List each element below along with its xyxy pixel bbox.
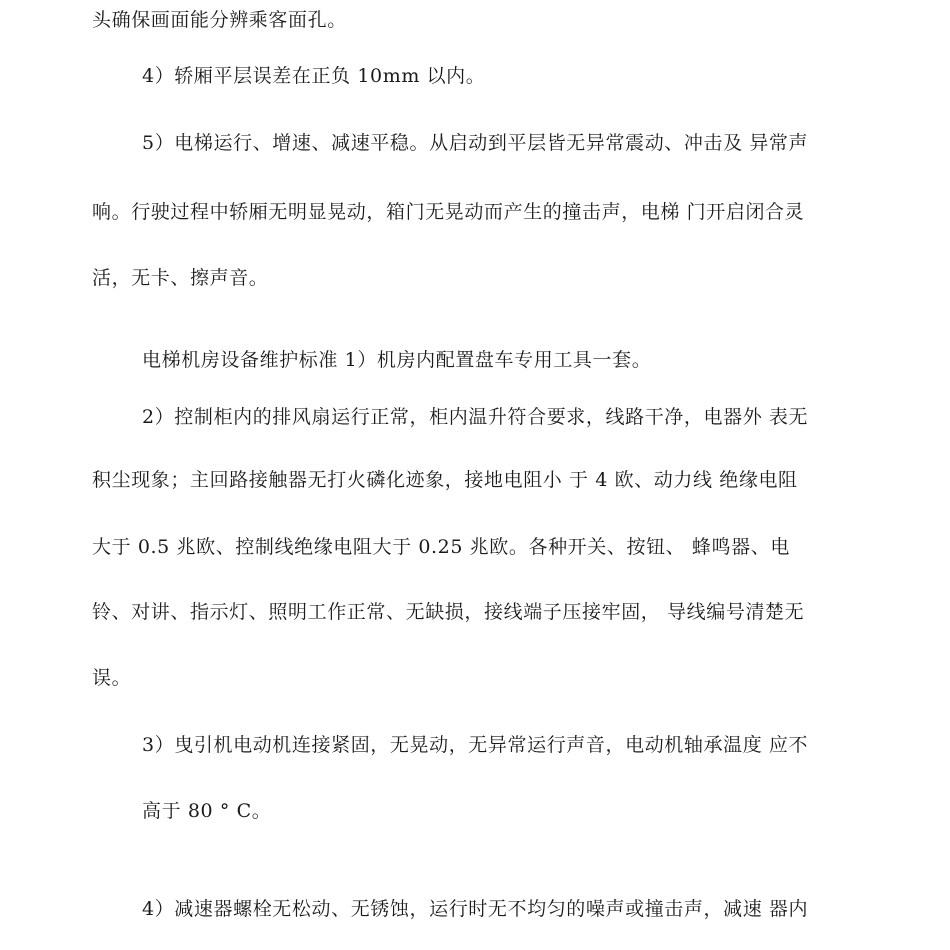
text-line: 2）控制柜内的排风扇运行正常，柜内温升符合要求，线路干净，电器外 表无 — [142, 406, 809, 428]
text-line: 头确保画面能分辨乘客面孔。 — [92, 9, 347, 31]
section-heading-line: 电梯机房设备维护标准 1）机房内配置盘车专用工具一套。 — [142, 349, 652, 371]
text-line: 3）曳引机电动机连接紧固，无晃动，无异常运行声音，电动机轴承温度 应不 — [142, 734, 809, 756]
text-line: 大于 0.5 兆欧、控制线绝缘电阻大于 0.25 兆欧。各种开关、按钮、 蜂鸣器、电 — [92, 536, 790, 558]
text-line: 响。行驶过程中轿厢无明显晃动，箱门无晃动而产生的撞击声，电梯 门开启闭合灵 — [92, 201, 805, 223]
text-line: 4）减速器螺栓无松动、无锈蚀，运行时无不均匀的噪声或撞击声，减速 器内 — [142, 898, 809, 920]
text-line: 5）电梯运行、增速、减速平稳。从启动到平层皆无异常震动、冲击及 异常声 — [142, 132, 809, 154]
text-line: 高于 80 ° C。 — [142, 800, 272, 822]
text-line: 误。 — [92, 667, 132, 689]
text-line: 4）轿厢平层误差在正负 10mm 以内。 — [142, 65, 486, 87]
text-line: 活，无卡、擦声音。 — [92, 267, 269, 289]
text-line: 铃、对讲、指示灯、照明工作正常、无缺损，接线端子压接牢固， 导线编号清楚无 — [92, 601, 805, 623]
text-line: 积尘现象；主回路接触器无打火磷化迹象，接地电阻小 于 4 欧、动力线 绝缘电阻 — [92, 469, 798, 491]
